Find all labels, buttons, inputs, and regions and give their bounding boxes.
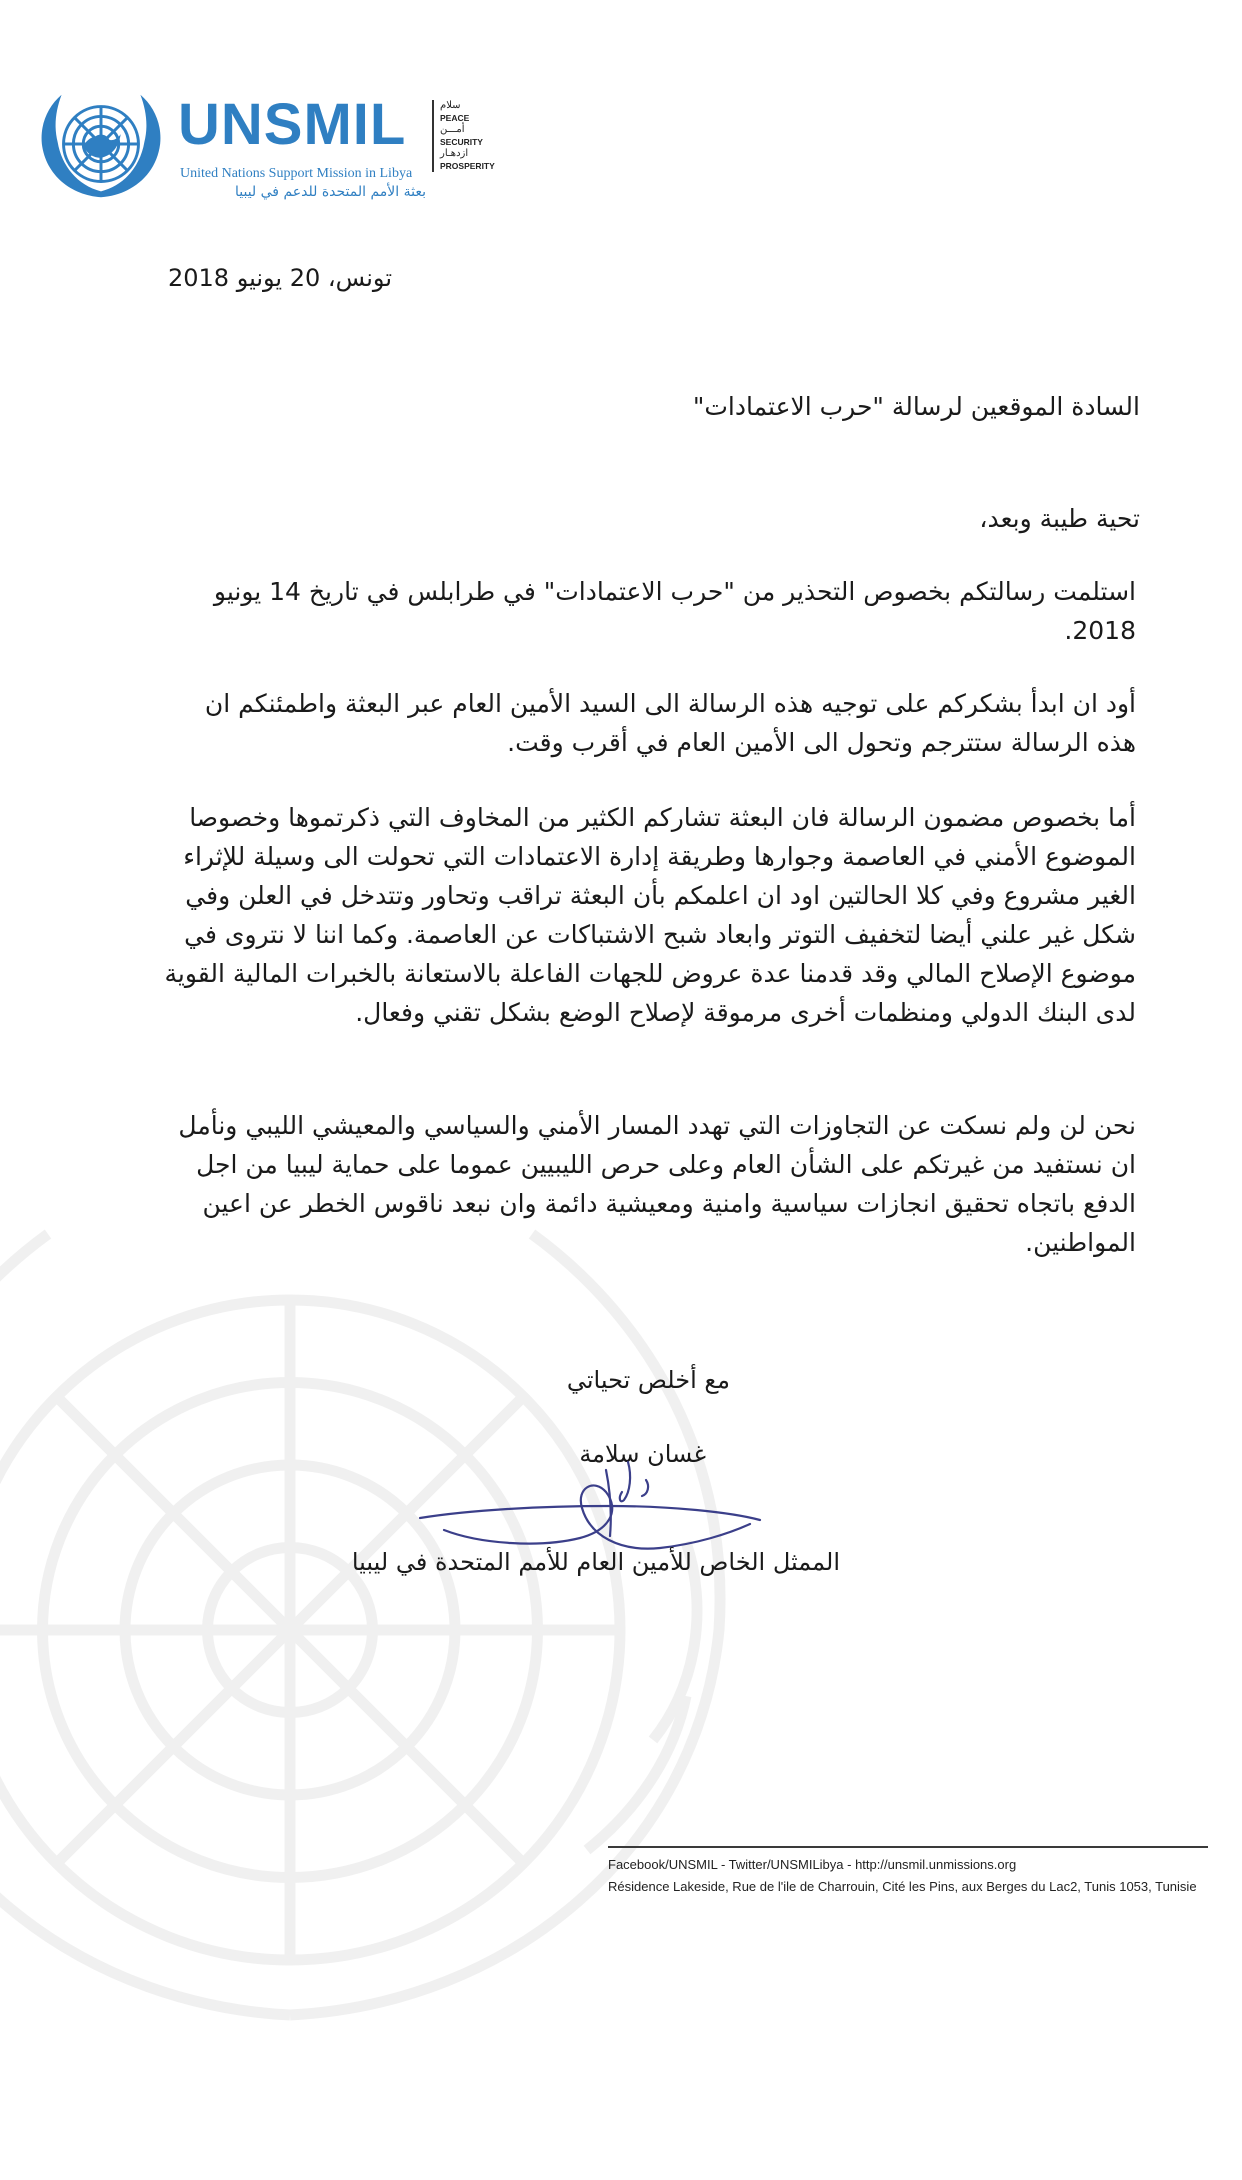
letter-greeting: تحية طيبة وبعد، xyxy=(979,504,1140,533)
letter-footer xyxy=(608,1846,1218,1898)
motto-block xyxy=(432,100,514,172)
letter-date: تونس، 20 يونيو 2018 xyxy=(167,264,392,292)
letterhead xyxy=(32,86,495,216)
org-full-name-ar: بعثة الأمم المتحدة للدعم في ليبيا xyxy=(234,184,426,200)
org-full-name-en: United Nations Support Mission in Libya xyxy=(180,166,413,181)
motto-line: SECURITY xyxy=(440,137,483,147)
motto-line: PROSPERITY xyxy=(440,161,495,171)
letter-paragraph: أود ان ابدأ بشكركم على توجيه هذه الرسالة الى السيد الأمين العام عبر البعثة واطمئنكم ان هذه الرسالة ستترجم وتحول الى الأمين العام في أقرب وقت. xyxy=(204,689,1136,757)
letter-closing: مع أخلص تحياتي xyxy=(566,1366,730,1394)
motto-line: PEACE xyxy=(440,113,470,123)
letter-paragraph: استلمت رسالتكم بخصوص التحذير من "حرب الاعتمادات" في طرابلس في تاريخ 14 يونيو 2018. xyxy=(213,577,1136,645)
letter-addressee: السادة الموقعين لرسالة "حرب الاعتمادات" xyxy=(692,392,1140,421)
handwritten-signature xyxy=(410,1440,770,1560)
footer-contacts: Facebook/UNSMIL - Twitter/UNSMILibya - http://unsmil.unmissions.org xyxy=(608,1857,1017,1872)
motto-line: ازدهـار xyxy=(440,148,469,159)
signer-title: الممثل الخاص للأمين العام للأمم المتحدة في ليبيا xyxy=(351,1548,840,1576)
org-name: UNSMIL xyxy=(178,92,407,157)
footer-divider xyxy=(608,1846,1208,1848)
letter-paragraph: نحن لن ولم نسكت عن التجاوزات التي تهدد المسار الأمني والسياسي والمعيشي الليبي ونأمل ان نستفيد من غيرتكم على الشأن العام وعلى حرص الليبيين عموما على حماية ليبيا من اجل الدفع باتجاه تحقيق انجازات سياسية وامنية ومعيشية دائمة وان نبعد ناقوس الخطر عن اعين المواطنين. xyxy=(178,1111,1136,1257)
footer-address: Résidence Lakeside, Rue de l'ile de Charrouin, Cité les Pins, aux Berges du Lac2, Tunis 1053, Tunisie xyxy=(608,1879,1197,1894)
un-emblem-icon xyxy=(32,86,170,206)
letter-paragraph: أما بخصوص مضمون الرسالة فان البعثة تشاركم الكثير من المخاوف التي ذكرتموها وخصوصا الموضوع الأمني في العاصمة وجوارها وطريقة إدارة الاعتمادات التي تحولت الى وسيلة للإثراء الغير مشروع وفي كلا الحالتين اود ان اعلمكم بأن البعثة تراقب وتحاور وتتدخل في العلن وفي شكل غير علني أيضا لتخفيف التوتر وابعاد شبح الاشتباكات عن العاصمة. وكما اننا لا نتروى في موضوع الإصلاح المالي وقد قدمنا عدة عروض للجهات الفاعلة بالاستعانة بالخبرات المالية القوية لدى البنك الدولي ومنظمات أخرى مرموقة لإصلاح الوضع بشكل تقني وفعال. xyxy=(164,803,1136,1027)
motto-line: أمـــن xyxy=(440,124,465,135)
motto-line: سلام xyxy=(440,100,461,111)
signer-name: غسان سلامة xyxy=(579,1440,706,1468)
